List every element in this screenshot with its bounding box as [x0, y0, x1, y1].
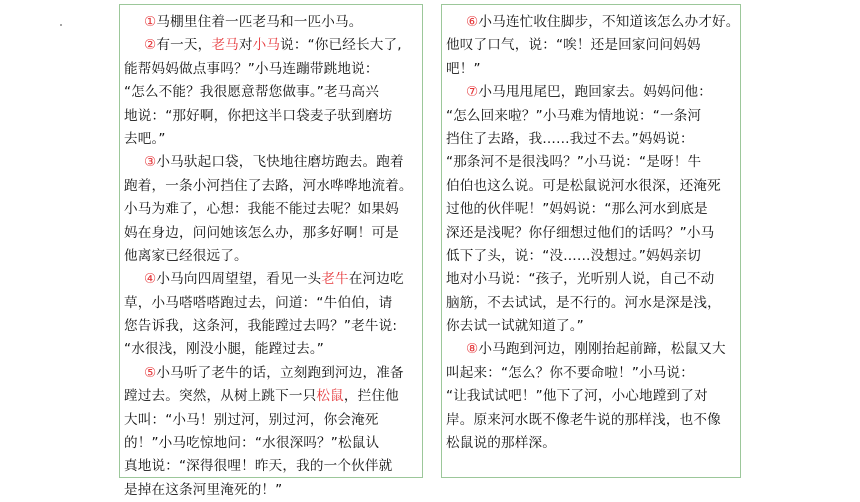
text-line	[124, 245, 422, 268]
text-segment: 大叫：“小马！别过河，别过河，你会淹死	[124, 411, 379, 428]
text-segment: 深还是浅呢？你仔细想过他们的话吗？”小马	[446, 224, 715, 241]
highlighted-text: 老牛	[321, 271, 349, 288]
highlighted-text: ⑥	[466, 14, 479, 30]
text-line	[446, 315, 740, 338]
text-line	[446, 292, 740, 315]
text-segment: 叫起来：“怎么？你不要命啦！”小马说：	[446, 364, 695, 381]
text-segment: 在河边吃	[348, 271, 404, 288]
text-line	[446, 151, 740, 174]
text-line	[446, 245, 740, 268]
text-segment: 地对小马说：“孩子，光听别人说，自己不动	[446, 271, 715, 288]
text-line	[446, 198, 740, 221]
text-segment: 松鼠说的那样深。	[446, 435, 556, 452]
text-line	[124, 385, 422, 408]
text-segment: 他叹了口气，说：“唉！还是回家问问妈妈	[446, 37, 701, 54]
text-line	[124, 58, 422, 81]
highlighted-text: ①	[144, 14, 157, 30]
text-segment: 伯伯也这么说。可是松鼠说河水很深，还淹死	[446, 177, 721, 194]
text-segment: 低下了头，说：“没……没想过。”妈妈亲切	[446, 247, 701, 264]
highlighted-text: ⑦	[466, 84, 479, 101]
text-segment: 岸。原来河水既不像老牛说的那样浅，也不像	[446, 411, 721, 428]
text-segment: 小马为难了，心想：我能不能过去呢？如果妈	[124, 201, 399, 218]
text-line	[124, 479, 422, 502]
text-line	[124, 34, 422, 57]
text-segment: 地说：“那好啊，你把这半口袋麦子驮到磨坊	[124, 107, 393, 124]
text-line	[446, 128, 740, 151]
text-line	[446, 175, 740, 198]
text-segment: 小马甩甩尾巴，跑回家去。妈妈问他：	[478, 84, 712, 101]
text-segment: 妈在身边，问问她该怎么办，那多好啊！可是	[124, 224, 399, 241]
text-segment: 是掉在这条河里淹死的！”	[124, 481, 283, 498]
highlighted-text: 松鼠	[316, 388, 344, 405]
left-text-panel	[119, 4, 423, 498]
text-segment: 过他的伙伴呢！”妈妈说：“那么河水到底是	[446, 201, 708, 218]
text-segment: 小马驮起口袋，飞快地往磨坊跑去。跑着	[156, 154, 404, 171]
text-line	[124, 81, 422, 104]
text-line	[124, 432, 422, 455]
text-line	[124, 128, 422, 151]
highlighted-text: 老马	[211, 37, 239, 54]
text-segment: “怎么不能？我很愿意帮您做事。”老马高兴	[124, 84, 379, 101]
text-segment: “怎么回来啦？”小马难为情地说：“一条河	[446, 107, 702, 124]
text-segment: “水很浅，刚没小腿，能蹚过去。”	[124, 341, 324, 358]
highlighted-text: ⑤	[144, 364, 157, 381]
text-segment: 跑着，一条小河挡住了去路，河水哗哗地流着。	[124, 177, 413, 194]
stray-dot	[60, 24, 62, 26]
text-segment: 你去试一试就知道了。”	[446, 318, 584, 335]
text-line	[446, 58, 740, 81]
text-segment: 草，小马嗒嗒嗒跑过去，问道：“牛伯伯，请	[124, 294, 393, 311]
highlighted-text: ④	[144, 271, 157, 288]
text-line	[446, 34, 740, 57]
text-line	[446, 362, 740, 385]
text-line	[124, 338, 422, 361]
highlighted-text: ⑧	[466, 341, 479, 358]
text-line	[446, 385, 740, 408]
text-line	[446, 222, 740, 245]
text-line	[124, 268, 422, 291]
text-line	[124, 151, 422, 174]
text-segment: “那条河不是很浅吗？”小马说：“是呀！牛	[446, 154, 702, 171]
text-line	[124, 175, 422, 198]
text-line	[446, 432, 740, 455]
text-segment: 小马连忙收住脚步，不知道该怎么办才好。	[478, 14, 740, 30]
text-segment: 挡住了去路，我……我过不去。”妈妈说：	[446, 130, 694, 147]
text-line	[124, 11, 422, 34]
text-segment: 马棚里住着一匹老马和一匹小马。	[156, 14, 363, 30]
text-line	[446, 105, 740, 128]
text-segment: 您告诉我，这条河，我能蹚过去吗？”老牛说:	[124, 318, 398, 335]
text-line	[124, 222, 422, 245]
text-segment: 小马跑到河边，刚刚抬起前蹄，松鼠又大	[478, 341, 726, 358]
text-line	[124, 409, 422, 432]
text-segment: 对	[238, 37, 253, 54]
text-segment: 能帮妈妈做点事吗？”小马连蹦带跳地说：	[124, 60, 379, 77]
text-segment: 的！”小马吃惊地问：“水很深吗？”松鼠认	[124, 435, 380, 452]
highlighted-text: ③	[144, 154, 157, 171]
text-line	[124, 362, 422, 385]
right-text-panel	[441, 4, 741, 478]
text-line	[124, 198, 422, 221]
text-segment: 蹚过去。突然，从树上跳下一只	[124, 388, 317, 405]
text-line	[124, 292, 422, 315]
text-segment: 脑筋，不去试试，是不行的。河水是深是浅，	[446, 294, 721, 311]
text-segment: 吧！”	[446, 60, 481, 77]
text-line	[446, 81, 740, 104]
text-line	[446, 338, 740, 361]
text-line	[124, 105, 422, 128]
highlighted-text: 小马	[252, 37, 281, 54]
text-segment: 说：“你已经长大了,	[280, 37, 402, 54]
text-line	[124, 455, 422, 478]
highlighted-text: ②	[144, 37, 157, 54]
text-segment: 他离家已经很远了。	[124, 247, 248, 264]
text-segment: 小马向四周望望，看见一头	[156, 271, 322, 288]
text-segment: 小马听了老牛的话，立刻跑到河边，准备	[156, 364, 404, 381]
text-line	[124, 315, 422, 338]
text-line	[446, 268, 740, 291]
text-line	[446, 11, 740, 34]
text-line	[446, 409, 740, 432]
text-segment: 真地说：“深得很哩！昨天，我的一个伙伴就	[124, 458, 393, 475]
text-segment: “让我试试吧！”他下了河，小心地蹚到了对	[446, 388, 708, 405]
text-segment: ，拦住他	[343, 388, 399, 405]
text-segment: 有一天，	[156, 37, 212, 54]
text-segment: 去吧。”	[124, 130, 166, 147]
